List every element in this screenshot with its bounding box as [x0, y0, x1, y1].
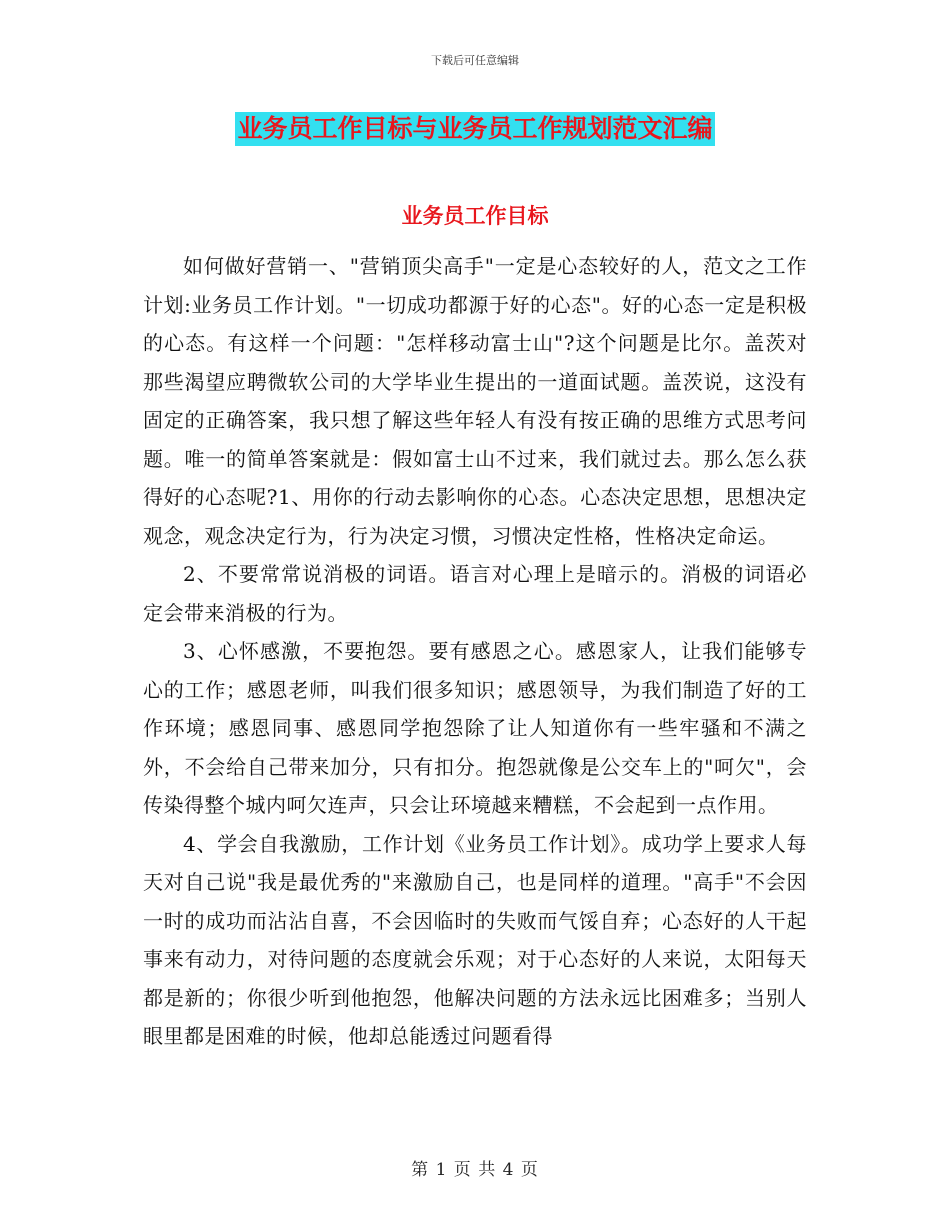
section-title: 业务员工作目标: [401, 204, 549, 228]
paragraph: 3、心怀感激，不要抱怨。要有感恩之心。感恩家人，让我们能够专心的工作；感恩老师，叫我们很多知识；感恩领导，为我们制造了好的工作环境；感恩同事、感恩同学抱怨除了让人知道你有一些牢骚和不满之外，不会给自己带来加分，只有扣分。抱怨就像是公交车上的"呵欠"，会传染得整个城内呵欠连声，只会让环境越来糟糕，不会起到一点作用。: [143, 639, 807, 817]
document-body: [143, 247, 807, 1056]
document-title: 业务员工作目标与业务员工作规划范文汇编: [235, 112, 714, 146]
page-number-footer: 第 1 页 共 4 页: [411, 1160, 539, 1180]
paragraph: 如何做好营销一、"营销顶尖高手"一定是心态较好的人，范文之工作计划:业务员工作计划。"一切成功都源于好的心态"。好的心态一定是积极的心态。有这样一个问题："怎样移动富士山"?这个问题是比尔。盖茨对那些渴望应聘微软公司的大学毕业生提出的一道面试题。盖茨说，这没有固定的正确答案，我只想了解这些年轻人有没有按正确的思维方式思考问题。唯一的简单答案就是：假如富士山不过来，我们就过去。那么怎么获得好的心态呢?1、用你的行动去影响你的心态。心态决定思想，思想决定观念，观念决定行为，行为决定习惯，习惯决定性格，性格决定命运。: [143, 254, 807, 548]
page-header-note: 下载后可任意编辑: [431, 54, 519, 67]
paragraph: 4、学会自我激励，工作计划《业务员工作计划》。成功学上要求人每天对自己说"我是最优秀的"来激励自己，也是同样的道理。"高手"不会因一时的成功而沾沾自喜，不会因临时的失败而气馁自弃；心态好的人干起事来有动力，对待问题的态度就会乐观；对于心态好的人来说，太阳每天都是新的；你很少听到他抱怨，他解决问题的方法永远比困难多；当别人眼里都是困难的时候，他却总能透过问题看得: [143, 831, 807, 1048]
document-title-container: [0, 112, 950, 146]
paragraph: 2、不要常常说消极的词语。语言对心理上是暗示的。消极的词语必定会带来消极的行为。: [143, 562, 807, 625]
